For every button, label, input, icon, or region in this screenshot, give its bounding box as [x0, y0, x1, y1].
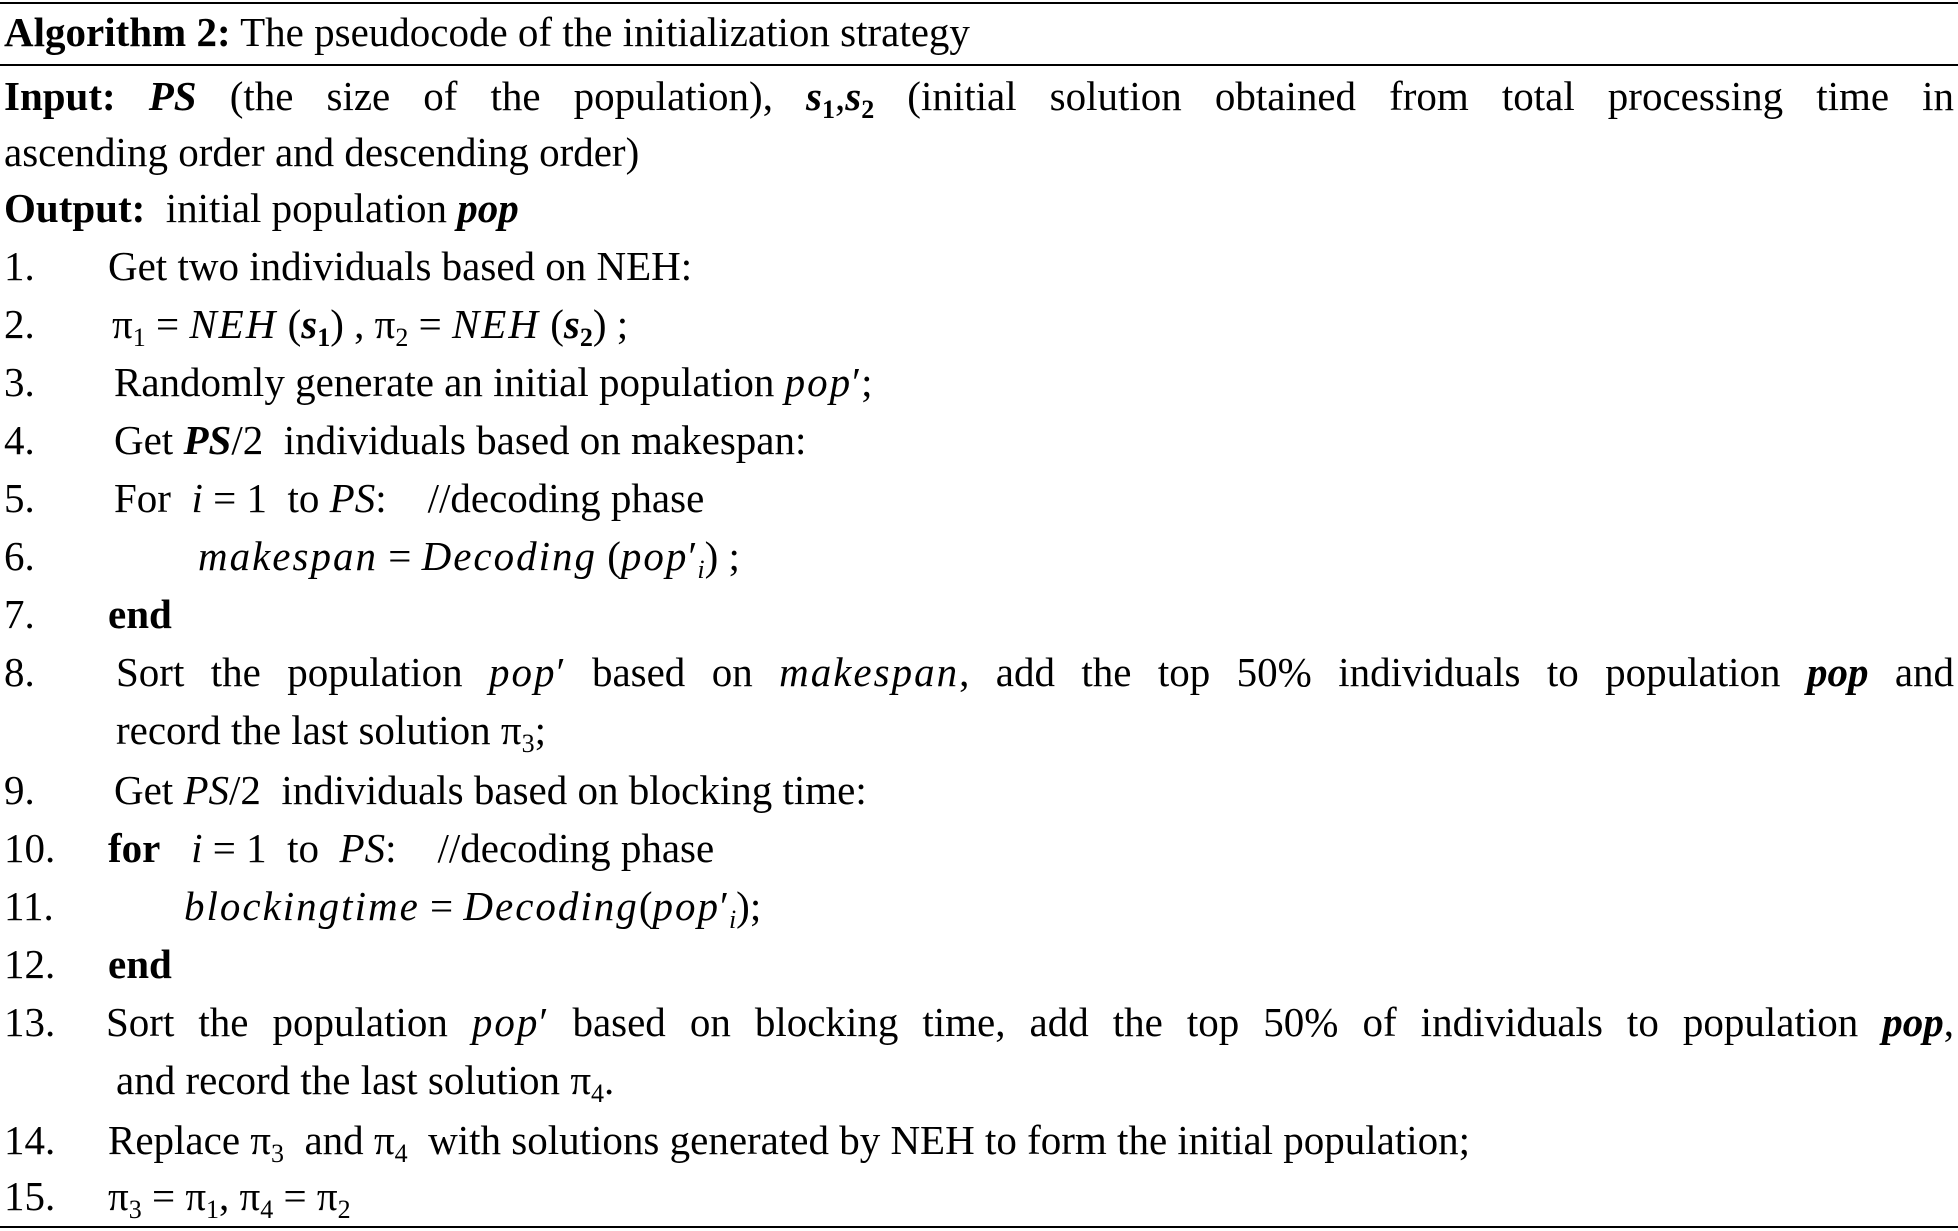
- step-number: 1.: [4, 243, 35, 289]
- output-var: pop: [457, 185, 519, 231]
- step-number: 6.: [4, 533, 35, 579]
- title-rule: [0, 64, 1958, 66]
- step-number: 8.: [4, 649, 35, 695]
- step-8-line-a: Sort the population pop′ based on makespan, add the top 50% individuals to population pop and: [116, 649, 1955, 695]
- input-label: Input:: [4, 73, 116, 119]
- input-s-vars: $s_1,s_2$: [806, 73, 875, 124]
- output-label: Output:: [4, 185, 146, 231]
- input-line-2: ascending order and descending order): [4, 129, 640, 175]
- step-13-line-b: and record the last solution $\pi_4$.: [116, 1057, 615, 1108]
- step-13-line-a: Sort the population pop′ based on blocking time, add the top 50% of individuals to population pop,: [106, 999, 1955, 1045]
- input-line-1: [4, 68, 1954, 124]
- output-line: [4, 180, 519, 236]
- output-text: initial population: [165, 185, 448, 231]
- step-number: 15.: [4, 1173, 56, 1219]
- step-number: 4.: [4, 417, 35, 463]
- input-ps: PS: [148, 73, 197, 119]
- step-number: 14.: [4, 1117, 56, 1163]
- step-number: 3.: [4, 359, 35, 405]
- step-number: 7.: [4, 591, 35, 637]
- step-number: 9.: [4, 767, 35, 813]
- bottom-rule: [0, 1226, 1958, 1228]
- step-8-line-b: record the last solution $\pi_3$;: [116, 707, 546, 758]
- step-number: 12.: [4, 941, 56, 987]
- step-number: 5.: [4, 475, 35, 521]
- input-ps-desc: (the size of the population),: [229, 73, 773, 119]
- input-desc: (initial solution obtained from total processing time in: [907, 73, 1955, 119]
- algorithm-title: [4, 4, 970, 60]
- algorithm-label: Algorithm 2:: [4, 9, 231, 55]
- step-number: 11.: [4, 883, 54, 929]
- step-number: 13.: [4, 999, 56, 1045]
- step-number: 10.: [4, 825, 56, 871]
- step-number: 2.: [4, 301, 35, 347]
- algorithm-caption: The pseudocode of the initialization strategy: [240, 9, 970, 55]
